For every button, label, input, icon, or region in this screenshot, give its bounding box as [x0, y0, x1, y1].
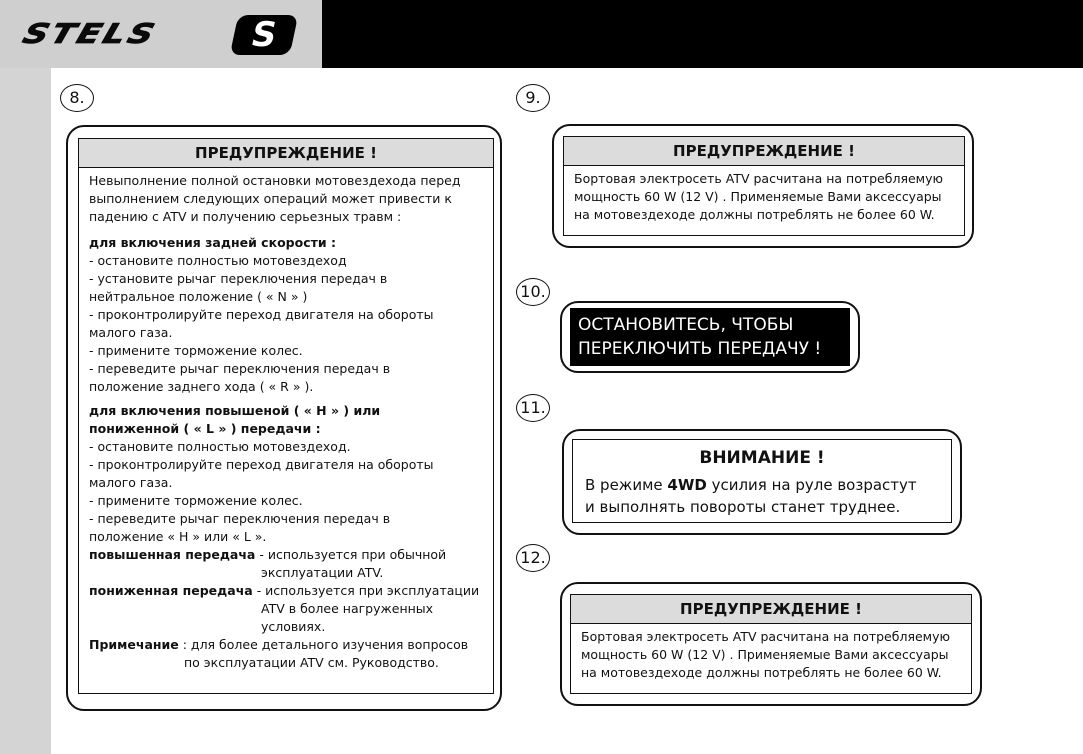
range-step: - проконтролируйте переход двигателя на обороты	[89, 457, 434, 472]
range-step: - примените торможение колес.	[89, 493, 303, 508]
section-9-panel	[563, 136, 965, 236]
left-margin-band	[0, 68, 51, 754]
s12-line: мощность 60 W (12 V) . Применяемые Вами аксессуары	[581, 647, 949, 662]
intro-line: выполнением следующих операций может привести к	[89, 191, 452, 206]
note-line	[89, 636, 483, 654]
section-9-body	[564, 166, 964, 228]
s12-line: на мотовездеходе должны потреблять не более 60 W.	[581, 665, 942, 680]
s10-line-1: ОСТАНОВИТЕСЬ, ЧТОБЫ	[578, 315, 794, 335]
high-gear-text-cont: эксплуатации ATV.	[261, 565, 384, 580]
s9-line: на мотовездеходе должны потреблять не более 60 W.	[574, 207, 935, 222]
section-9-frame	[552, 124, 974, 248]
s12-line: Бортовая электросеть ATV расчитана на потребляемую	[581, 629, 951, 644]
section-12-panel	[570, 594, 972, 694]
low-gear-text-cont: условиях.	[261, 619, 326, 634]
reverse-step: нейтральное положение ( « N » )	[89, 289, 308, 304]
section-11-title: ВНИМАНИЕ !	[699, 448, 825, 468]
section-11-number: 11.	[516, 394, 550, 422]
reverse-heading: для включения задней скорости :	[89, 235, 336, 250]
section-12-number: 12.	[516, 544, 550, 572]
s9-line: мощность 60 W (12 V) . Применяемые Вами аксессуары	[574, 189, 942, 204]
s11-text-c: усилия на руле возрастут	[706, 476, 917, 494]
low-gear-text: - используется при эксплуатации	[252, 583, 480, 598]
range-step: положение « H » или « L ».	[89, 529, 267, 544]
section-10-sticker	[570, 308, 850, 366]
high-gear-text: - используется при обычной	[255, 547, 447, 562]
section-12-frame	[560, 582, 982, 706]
intro-line: падению с ATV и получению серьезных травм :	[89, 209, 402, 224]
note-text-cont: по эксплуатации ATV см. Руководство.	[184, 655, 439, 670]
low-gear-line	[89, 582, 483, 600]
logo-wordmark: STELS	[18, 18, 162, 50]
s9-line: Бортовая электросеть ATV расчитана на потребляемую	[574, 171, 944, 186]
section-12-body	[571, 624, 971, 686]
range-step: малого газа.	[89, 475, 173, 490]
section-11-panel	[572, 439, 952, 523]
reverse-step: - примените торможение колес.	[89, 343, 303, 358]
s11-line-2: и выполнять повороты станет труднее.	[585, 498, 901, 516]
header-bar-right	[322, 0, 1083, 68]
range-step: - переведите рычаг переключения передач в	[89, 511, 391, 526]
high-gear-line	[89, 546, 483, 564]
section-11-frame	[562, 429, 962, 535]
s11-4wd: 4WD	[667, 476, 707, 494]
intro-line: Невыполнение полной остановки мотовездехода перед	[89, 173, 461, 188]
low-gear-text-cont: ATV в более нагруженных	[261, 601, 434, 616]
section-8-panel	[78, 138, 494, 694]
range-heading: для включения повышеной ( « H » ) или	[89, 403, 381, 418]
reverse-step: - остановите полностью мотовездеход	[89, 253, 347, 268]
section-8-title: ПРЕДУПРЕЖДЕНИЕ !	[79, 139, 493, 168]
range-step: - остановите полностью мотовездеход.	[89, 439, 351, 454]
reverse-step: малого газа.	[89, 325, 173, 340]
range-heading: пониженной ( « L » ) передачи :	[89, 421, 321, 436]
section-12-title: ПРЕДУПРЕЖДЕНИЕ !	[571, 595, 971, 624]
logo-badge: S	[230, 15, 299, 55]
section-10-number: 10.	[516, 278, 550, 306]
section-9-title: ПРЕДУПРЕЖДЕНИЕ !	[564, 137, 964, 166]
reverse-step: - переведите рычаг переключения передач в	[89, 361, 391, 376]
section-8-frame	[66, 125, 502, 711]
note-label: Примечание	[89, 637, 179, 652]
reverse-step: - проконтролируйте переход двигателя на обороты	[89, 307, 434, 322]
s11-text-a: В режиме	[585, 476, 668, 494]
section-8-number: 8.	[60, 84, 94, 112]
low-gear-label: пониженная передача	[89, 583, 253, 598]
s11-line-1	[585, 474, 939, 496]
section-11-body	[573, 468, 951, 524]
section-9-number: 9.	[516, 84, 550, 112]
high-gear-label: повышенная передача	[89, 547, 256, 562]
s10-line-2: ПЕРЕКЛЮЧИТЬ ПЕРЕДАЧУ !	[578, 339, 822, 359]
stels-logo	[18, 12, 314, 58]
reverse-step: положение заднего хода ( « R » ).	[89, 379, 314, 394]
reverse-step: - установите рычаг переключения передач в	[89, 271, 388, 286]
section-8-body	[79, 168, 493, 676]
note-text: : для более детального изучения вопросов	[178, 637, 469, 652]
